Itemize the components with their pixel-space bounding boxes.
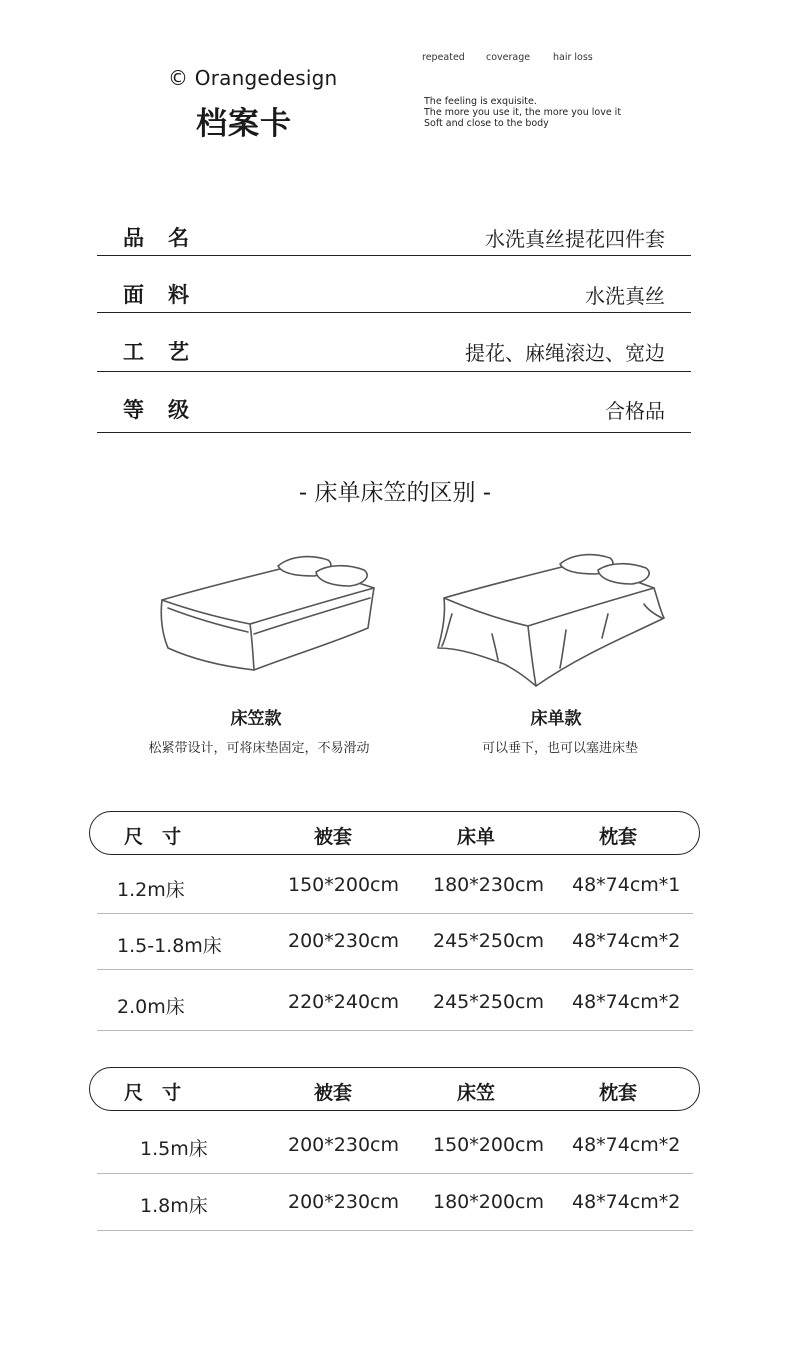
cell-pillowcase: 48*74cm*2 bbox=[572, 991, 681, 1013]
info-label: 面料 bbox=[123, 283, 213, 307]
header-size: 尺 寸 bbox=[124, 826, 182, 848]
info-row-name bbox=[97, 210, 691, 256]
cell-duvet: 220*240cm bbox=[288, 991, 399, 1013]
info-label: 工艺 bbox=[123, 340, 213, 364]
cell-size: 1.5-1.8m床 bbox=[117, 935, 222, 957]
table-row bbox=[97, 970, 693, 1031]
cell-sheet: 245*250cm bbox=[433, 930, 544, 952]
tag-hair-loss: hair loss bbox=[553, 52, 593, 63]
cell-duvet: 200*230cm bbox=[288, 1191, 399, 1213]
cell-size: 2.0m床 bbox=[117, 996, 185, 1018]
table-row bbox=[97, 1112, 693, 1174]
header-size: 尺 寸 bbox=[124, 1082, 182, 1104]
header-pillowcase: 枕套 bbox=[599, 826, 638, 848]
cell-pillowcase: 48*74cm*2 bbox=[572, 1134, 681, 1156]
brand-name: © Orangedesign bbox=[168, 66, 338, 90]
info-value: 合格品 bbox=[605, 399, 665, 423]
bed-caption: 床笠款 bbox=[230, 709, 282, 729]
bed-description: 松紧带设计，可将床垫固定，不易滑动 bbox=[148, 741, 370, 756]
flat-sheet-bed-icon bbox=[432, 544, 668, 690]
cell-fitted-sheet: 180*200cm bbox=[433, 1191, 544, 1213]
fitted-sheet-bed-icon bbox=[150, 548, 386, 678]
tagline-line: Soft and close to the body bbox=[424, 118, 549, 129]
table2-header bbox=[89, 1067, 700, 1111]
header-duvet: 被套 bbox=[314, 826, 353, 848]
tagline-line: The feeling is exquisite. bbox=[424, 96, 537, 107]
info-row-craft bbox=[97, 313, 691, 372]
table1-header bbox=[89, 811, 700, 855]
header-sheet: 床单 bbox=[457, 826, 496, 848]
cell-size: 1.5m床 bbox=[140, 1138, 208, 1160]
cell-sheet: 180*230cm bbox=[433, 874, 544, 896]
cell-duvet: 150*200cm bbox=[288, 874, 399, 896]
section-title: - 床单床笠的区别 - bbox=[298, 480, 492, 506]
cell-pillowcase: 48*74cm*2 bbox=[572, 1191, 681, 1213]
cell-pillowcase: 48*74cm*2 bbox=[572, 930, 681, 952]
table-row bbox=[97, 914, 693, 970]
tag-coverage: coverage bbox=[486, 52, 531, 63]
info-label: 品名 bbox=[123, 226, 213, 250]
header-fitted-sheet: 床笠 bbox=[457, 1082, 496, 1104]
table-row bbox=[97, 856, 693, 914]
info-value: 提花、麻绳滚边、宽边 bbox=[465, 341, 665, 365]
cell-duvet: 200*230cm bbox=[288, 930, 399, 952]
table-row bbox=[97, 1174, 693, 1231]
bed-description: 可以垂下，也可以塞进床垫 bbox=[481, 741, 638, 756]
page-title: 档案卡 bbox=[196, 106, 292, 142]
cell-size: 1.2m床 bbox=[117, 879, 185, 901]
cell-fitted-sheet: 150*200cm bbox=[433, 1134, 544, 1156]
cell-pillowcase: 48*74cm*1 bbox=[572, 874, 681, 896]
tagline bbox=[424, 96, 621, 129]
cell-sheet: 245*250cm bbox=[433, 991, 544, 1013]
info-value: 水洗真丝 bbox=[585, 284, 665, 308]
info-row-fabric bbox=[97, 256, 691, 313]
cell-duvet: 200*230cm bbox=[288, 1134, 399, 1156]
tag-repeated: repeated bbox=[422, 52, 465, 63]
cell-size: 1.8m床 bbox=[140, 1195, 208, 1217]
info-label: 等级 bbox=[123, 398, 213, 422]
tagline-line: The more you use it, the more you love it bbox=[424, 107, 622, 118]
info-value: 水洗真丝提花四件套 bbox=[485, 227, 665, 251]
bed-caption: 床单款 bbox=[530, 709, 582, 729]
header-pillowcase: 枕套 bbox=[599, 1082, 638, 1104]
info-row-grade bbox=[97, 372, 691, 433]
header-duvet: 被套 bbox=[314, 1082, 353, 1104]
